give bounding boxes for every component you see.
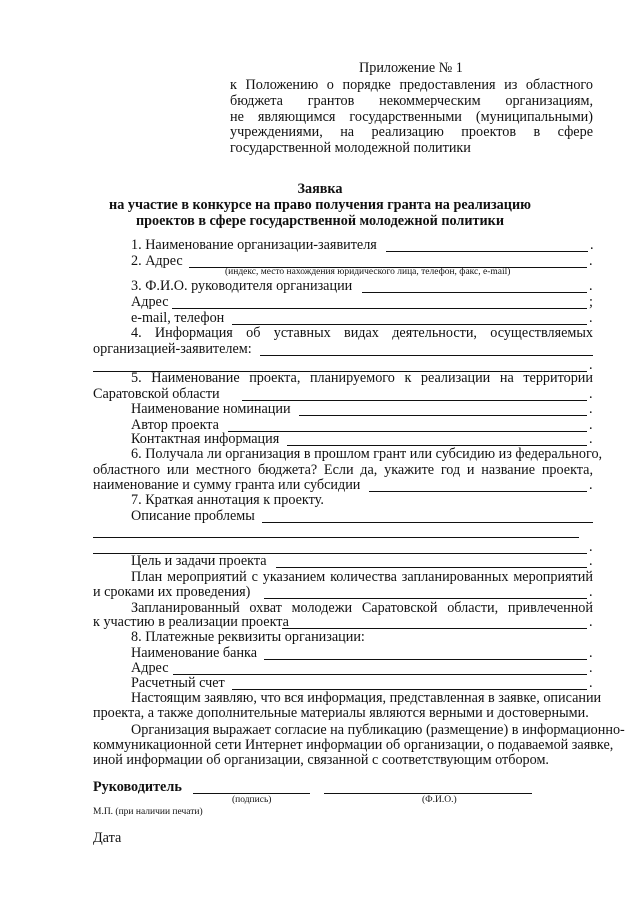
field-4-label-1: 4. Информация об уставных видах деятельности, осуществляемых [131,325,593,341]
field-1-label: 1. Наименование организации-заявителя [131,237,377,253]
dot: . [589,584,593,600]
appendix-line-5: государственной молодежной политики [230,140,471,156]
dot: . [589,539,593,555]
field-6-label-3: наименование и сумму гранта или субсидии [93,477,361,493]
dot: . [589,614,593,630]
field-4-label-2: организацией-заявителем: [93,341,252,357]
dot: . [589,417,593,433]
field-3-line[interactable] [362,292,587,293]
field-8-label: 8. Платежные реквизиты организации: [131,629,365,645]
dot: . [589,675,593,691]
field-7-plan-label-2: и сроками их проведения) [93,584,251,600]
field-3-address-line[interactable] [172,308,587,309]
head-label: Руководитель [93,779,182,795]
field-7-problem-line-2[interactable] [93,537,579,538]
field-3-contact-label: e-mail, телефон [131,310,225,326]
field-7-problem-label: Описание проблемы [131,508,255,524]
signature-line[interactable] [193,793,310,794]
field-2-hint: (индекс, место нахождения юридического лица, телефон, факс, e-mail) [225,267,511,277]
field-5-author-label: Автор проекта [131,417,219,433]
consent-3: иной информации об организации, связанной с соответствующим отбором. [93,752,549,768]
declaration-2: проекта, а также дополнительные материалы являются верными и достоверными. [93,705,589,721]
dot: . [589,477,593,493]
field-7-label: 7. Краткая аннотация к проекту. [131,492,324,508]
dot: . [589,386,593,402]
field-1-line[interactable] [386,251,588,252]
field-6-label-1: 6. Получала ли организация в прошлом грант или субсидию из федерального, [131,446,603,462]
appendix-line-2: бюджета грантов некоммерческим организациям, [230,93,593,109]
field-5-label-1: 5. Наименование проекта, планируемого к реализации на территории [131,370,593,386]
field-8-bank-label: Наименование банка [131,645,258,661]
consent-1: Организация выражает согласие на публикацию (размещение) в информационно- [131,722,625,738]
field-8-address-label: Адрес [131,660,169,676]
dot: . [589,357,593,373]
field-3-address-label: Адрес [131,294,169,310]
field-7-goals-line[interactable] [276,567,587,568]
field-4-line-1[interactable] [260,355,593,356]
field-7-reach-label-1: Запланированный охват молодежи Саратовской области, привлеченной [131,600,593,616]
field-3-label: 3. Ф.И.О. руководителя организации [131,278,353,294]
field-5-author-line[interactable] [228,431,587,432]
field-7-goals-label: Цель и задачи проекта [131,553,267,569]
dot: . [589,401,593,417]
field-5-label-2: Саратовской области [93,386,220,402]
name-hint: (Ф.И.О.) [422,795,457,805]
field-8-bank-line[interactable] [264,659,587,660]
name-line[interactable] [324,793,532,794]
dot: . [589,660,593,676]
form-title: Заявка [297,181,343,197]
field-5-contact-label: Контактная информация [131,431,280,447]
dot: . [589,253,593,269]
field-7-plan-line[interactable] [264,598,587,599]
field-7-problem-line-1[interactable] [262,522,593,523]
date-label: Дата [93,830,122,846]
field-6-label-2: областного или местного бюджета? Если да, укажите год и название проекта, [93,462,593,478]
field-2-label: 2. Адрес [131,253,183,269]
field-8-address-line[interactable] [173,674,587,675]
seal-note: М.П. (при наличии печати) [93,807,203,817]
appendix-line-3: не являющимся государственными (муниципальными) [230,109,593,125]
dot: . [589,278,593,294]
form-subtitle-2: проектов в сфере государственной молодежной политики [135,213,505,229]
semicolon: ; [589,294,593,310]
appendix-line-4: учреждениями, на реализацию проектов в сфере [230,124,593,140]
dot: . [589,553,593,569]
signature-hint: (подпись) [232,795,272,805]
field-7-plan-label-1: План мероприятий с указанием количества запланированных мероприятий [131,569,593,585]
dot: . [589,310,593,326]
field-7-reach-label-2: к участию в реализации проекта [93,614,289,630]
field-5-nomination-line[interactable] [299,415,587,416]
dot: . [590,237,594,253]
field-5-line[interactable] [242,400,587,401]
consent-2: коммуникационной сети Интернет информации об организации, о подаваемой заявке, [93,737,614,753]
field-5-nomination-label: Наименование номинации [131,401,291,417]
dot: . [589,431,593,447]
appendix-title: Приложение № 1 [359,60,463,76]
dot: . [589,645,593,661]
field-6-line[interactable] [369,491,587,492]
appendix-line-1: к Положению о порядке предоставления из областного [230,77,593,93]
field-8-account-label: Расчетный счет [131,675,225,691]
form-subtitle-1: на участие в конкурсе на право получения гранта на реализацию [109,197,531,213]
declaration-1: Настоящим заявляю, что вся информация, представленная в заявке, описании [131,690,602,706]
